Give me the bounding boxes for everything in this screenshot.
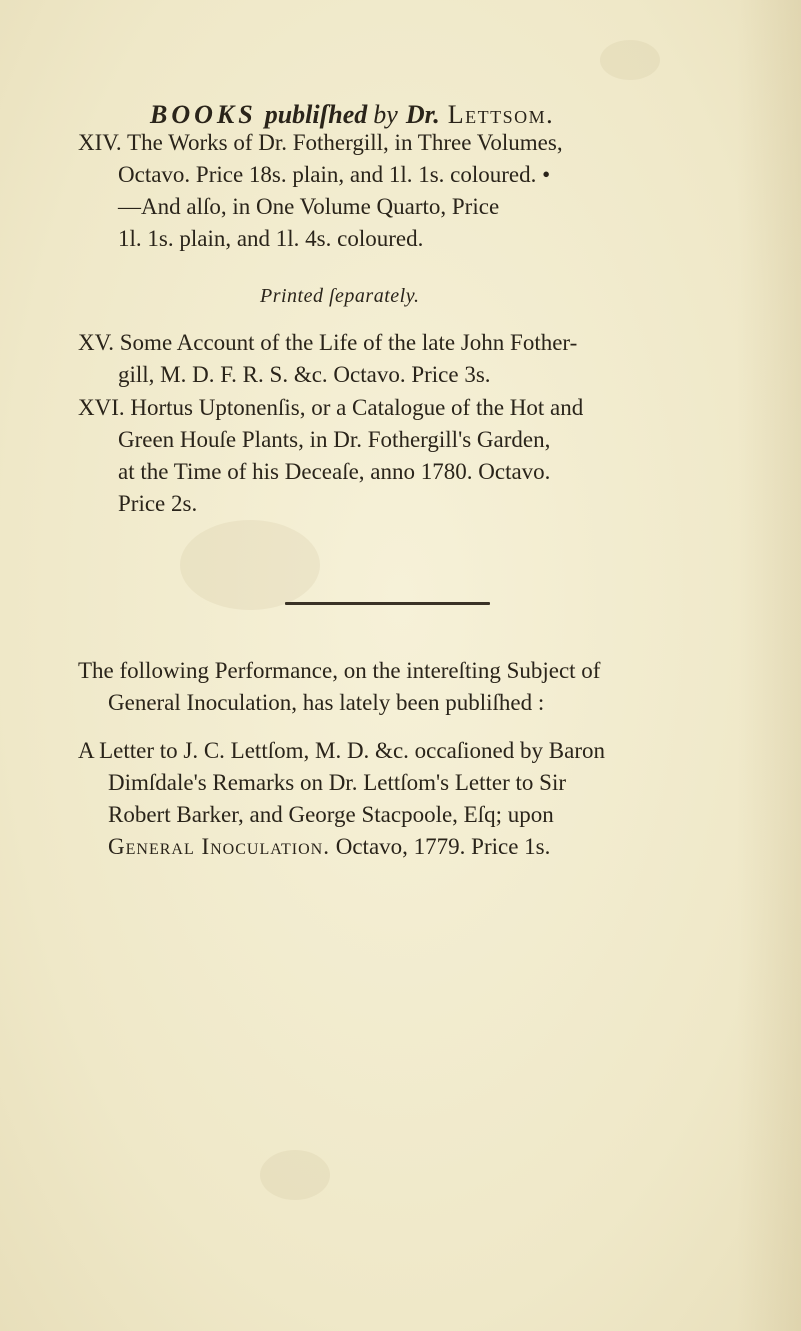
entry-xvi (78, 392, 738, 520)
announcement-line: General Inoculation, has lately been publiſhed : (108, 690, 545, 715)
letter-line: A Letter to J. C. Lettſom, M. D. &c. occaſioned by Baron (78, 738, 605, 763)
entry-line: Price 2s. (118, 491, 198, 516)
letter-line: Octavo, 1779. Price 1s. (329, 834, 551, 859)
entry-line: Octavo. Price 18s. plain, and 1l. 1s. coloured. • (118, 162, 551, 187)
announcement-line: The following Performance, on the intereſting Subject of (78, 658, 601, 683)
paper-stain (600, 40, 660, 80)
entry-line: Green Houſe Plants, in Dr. Fothergill's Garden, (118, 427, 551, 452)
page-header (150, 100, 760, 130)
entry-number: XV. (78, 330, 115, 355)
entry-xiv (78, 127, 738, 255)
entry-xv (78, 327, 738, 391)
header-published: publiſhed (264, 100, 368, 129)
section-divider (285, 602, 490, 605)
entry-line: Some Account of the Life of the late John Fother- (119, 330, 578, 355)
announcement-paragraph (78, 655, 748, 719)
paper-stain (260, 1150, 330, 1200)
entry-line: Hortus Uptonenſis, or a Catalogue of the Hot and (130, 395, 584, 420)
header-books: BOOKS (150, 100, 257, 129)
entry-line: —And alſo, in One Volume Quarto, Price (118, 194, 500, 219)
header-author: Lettsom. (447, 100, 555, 129)
letter-paragraph (78, 735, 748, 863)
letter-line: Dimſdale's Remarks on Dr. Lettſom's Letter to Sir (108, 770, 566, 795)
header-by: by (373, 100, 398, 129)
header-dr: Dr. (405, 100, 440, 129)
printed-separately-heading: Printed ſeparately. (260, 285, 420, 307)
letter-line: Robert Barker, and George Stacpoole, Eſq; upon (108, 802, 554, 827)
entry-number: XIV. (78, 130, 122, 155)
entry-line: at the Time of his Deceaſe, anno 1780. Octavo. (118, 459, 551, 484)
entry-number: XVI. (78, 395, 125, 420)
letter-title-smallcaps: General Inoculation. (108, 834, 330, 859)
entry-line: 1l. 1s. plain, and 1l. 4s. coloured. (118, 226, 424, 251)
paper-stain (180, 520, 320, 610)
entry-line: The Works of Dr. Fothergill, in Three Volumes, (127, 130, 563, 155)
entry-line: gill, M. D. F. R. S. &c. Octavo. Price 3s. (118, 362, 491, 387)
